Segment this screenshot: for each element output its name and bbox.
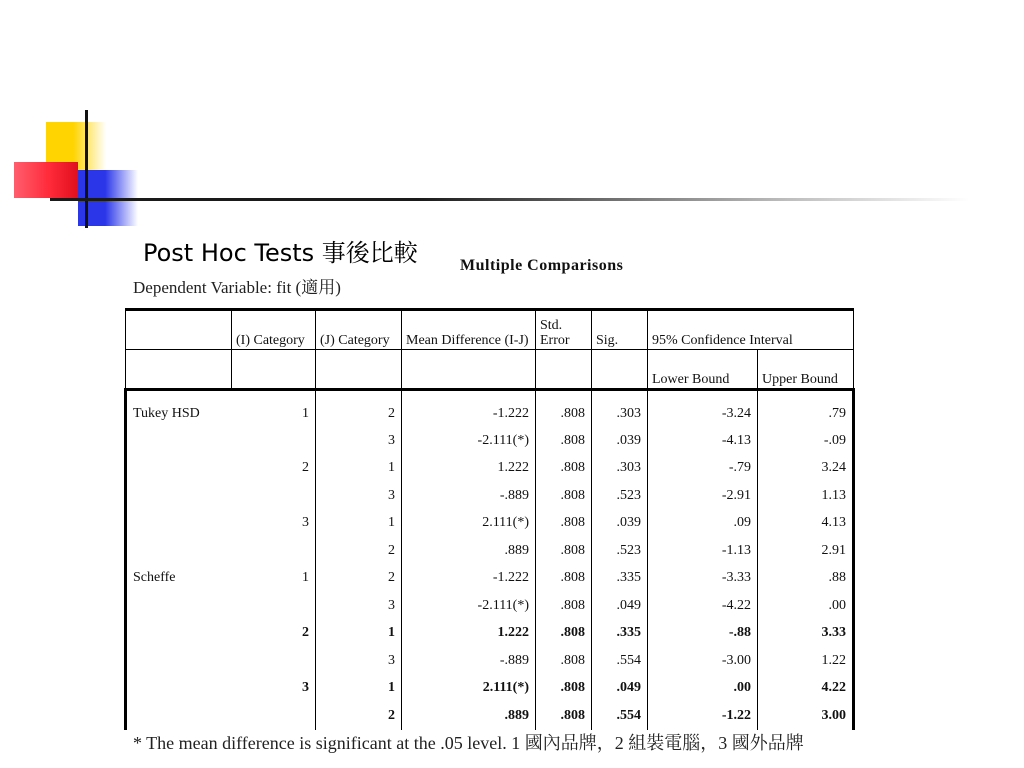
- cell-i: 1: [302, 570, 309, 586]
- cell-lower: -.79: [648, 455, 758, 483]
- header-method: [126, 310, 232, 350]
- cell-sig: .554: [592, 647, 648, 675]
- cell-sig: .554: [592, 702, 648, 730]
- cell-diff: 1.222: [402, 620, 536, 648]
- cell-sig: .049: [592, 675, 648, 703]
- dependent-variable-label: Dependent Variable: fit (適用): [133, 278, 341, 297]
- cell-upper: 4.13: [758, 510, 854, 538]
- cell-diff: -.889: [402, 647, 536, 675]
- cell-method: [126, 455, 232, 483]
- table-row: [126, 592, 854, 620]
- cell-j: 2: [316, 565, 402, 593]
- cell-upper: 4.22: [758, 675, 854, 703]
- decorative-vertical-line: [85, 110, 88, 228]
- table-row: [126, 482, 854, 510]
- cell-sig: .335: [592, 620, 648, 648]
- header-blank: [402, 350, 536, 390]
- cell-diff: .889: [402, 537, 536, 565]
- header-sig: Sig.: [592, 310, 648, 350]
- cell-lower: -4.22: [648, 592, 758, 620]
- header-upper-bound: Upper Bound: [758, 350, 854, 390]
- cell-upper: 3.24: [758, 455, 854, 483]
- cell-sig: .039: [592, 510, 648, 538]
- cell-upper: .79: [758, 390, 854, 428]
- header-lower-bound: Lower Bound: [648, 350, 758, 390]
- cell-diff: 2.111(*): [402, 510, 536, 538]
- cell-method: [126, 675, 232, 703]
- cell-j: 3: [316, 482, 402, 510]
- cell-se: .808: [536, 592, 592, 620]
- cell-lower: -.88: [648, 620, 758, 648]
- cell-lower: -3.00: [648, 647, 758, 675]
- header-i-category: (I) Category: [232, 310, 316, 350]
- cell-method: [126, 427, 232, 455]
- cell-i: 2: [302, 460, 309, 476]
- cell-lower: -2.91: [648, 482, 758, 510]
- cell-j: 1: [316, 675, 402, 703]
- header-blank: [316, 350, 402, 390]
- cell-diff: -2.111(*): [402, 592, 536, 620]
- cell-sig: .049: [592, 592, 648, 620]
- cell-upper: .00: [758, 592, 854, 620]
- multiple-comparisons-table: [124, 308, 852, 730]
- cell-lower: -3.24: [648, 390, 758, 428]
- table-row: [126, 702, 854, 730]
- cell-j: 3: [316, 592, 402, 620]
- cell-upper: 1.13: [758, 482, 854, 510]
- table-title: Multiple Comparisons: [460, 257, 624, 274]
- cell-method: [126, 702, 232, 730]
- cell-lower: -4.13: [648, 427, 758, 455]
- cell-i: 3: [302, 680, 309, 696]
- cell-upper: 1.22: [758, 647, 854, 675]
- cell-se: .808: [536, 482, 592, 510]
- table-row: [126, 455, 854, 483]
- cell-j: 2: [316, 390, 402, 428]
- header-blank: [126, 350, 232, 390]
- cell-j: 1: [316, 455, 402, 483]
- cell-diff: -1.222: [402, 390, 536, 428]
- cell-diff: 2.111(*): [402, 675, 536, 703]
- cell-sig: .523: [592, 482, 648, 510]
- cell-se: .808: [536, 390, 592, 428]
- table-row: [126, 620, 854, 648]
- cell-lower: -1.22: [648, 702, 758, 730]
- cell-upper: 3.33: [758, 620, 854, 648]
- cell-i: 1: [302, 406, 309, 421]
- cell-se: .808: [536, 702, 592, 730]
- cell-method: [126, 537, 232, 565]
- footnote: * The mean difference is significant at the .05 level. 1 國內品牌，2 組裝電腦，3 國外品牌: [133, 733, 804, 753]
- header-mean-difference: Mean Difference (I-J): [402, 310, 536, 350]
- cell-se: .808: [536, 675, 592, 703]
- cell-diff: -2.111(*): [402, 427, 536, 455]
- decorative-red-bar: [14, 162, 78, 198]
- cell-se: .808: [536, 455, 592, 483]
- table-row: [126, 537, 854, 565]
- cell-method: [126, 620, 232, 648]
- cell-j: 3: [316, 647, 402, 675]
- cell-lower: -1.13: [648, 537, 758, 565]
- cell-se: .808: [536, 537, 592, 565]
- cell-method: [126, 482, 232, 510]
- cell-j: 2: [316, 702, 402, 730]
- cell-sig: .039: [592, 427, 648, 455]
- cell-i: [232, 647, 316, 675]
- cell-j: 1: [316, 510, 402, 538]
- cell-method: [126, 592, 232, 620]
- table-row: [126, 565, 854, 593]
- decorative-horizontal-rule: [50, 198, 970, 201]
- cell-i: [232, 537, 316, 565]
- cell-se: .808: [536, 427, 592, 455]
- header-blank: [536, 350, 592, 390]
- header-confidence-interval: 95% Confidence Interval: [648, 310, 854, 350]
- cell-se: .808: [536, 620, 592, 648]
- cell-i: 3: [302, 515, 309, 531]
- header-std-error: Std. Error: [536, 310, 592, 350]
- cell-method: [126, 510, 232, 538]
- header-blank: [592, 350, 648, 390]
- cell-lower: -3.33: [648, 565, 758, 593]
- cell-i: [232, 482, 316, 510]
- table-row: [126, 510, 854, 538]
- cell-se: .808: [536, 565, 592, 593]
- cell-method: [126, 647, 232, 675]
- table-row: [126, 427, 854, 455]
- cell-method: Tukey HSD: [126, 390, 232, 428]
- cell-sig: .303: [592, 455, 648, 483]
- cell-se: .808: [536, 510, 592, 538]
- cell-sig: .303: [592, 390, 648, 428]
- cell-diff: 1.222: [402, 455, 536, 483]
- cell-sig: .523: [592, 537, 648, 565]
- cell-i: [232, 592, 316, 620]
- cell-sig: .335: [592, 565, 648, 593]
- cell-j: 1: [316, 620, 402, 648]
- cell-j: 3: [316, 427, 402, 455]
- cell-upper: 3.00: [758, 702, 854, 730]
- slide-title: Post Hoc Tests 事後比較: [143, 239, 418, 267]
- cell-upper: 2.91: [758, 537, 854, 565]
- cell-upper: -.09: [758, 427, 854, 455]
- cell-diff: -1.222: [402, 565, 536, 593]
- cell-lower: .09: [648, 510, 758, 538]
- cell-lower: .00: [648, 675, 758, 703]
- cell-diff: .889: [402, 702, 536, 730]
- table-row: [126, 675, 854, 703]
- cell-upper: .88: [758, 565, 854, 593]
- cell-i: 2: [302, 625, 309, 641]
- cell-method: Scheffe: [126, 565, 232, 593]
- header-j-category: (J) Category: [316, 310, 402, 350]
- table-row: [126, 647, 854, 675]
- cell-diff: -.889: [402, 482, 536, 510]
- cell-i: [232, 702, 316, 730]
- cell-se: .808: [536, 647, 592, 675]
- table-row: [126, 390, 854, 428]
- cell-j: 2: [316, 537, 402, 565]
- cell-i: [232, 427, 316, 455]
- header-blank: [232, 350, 316, 390]
